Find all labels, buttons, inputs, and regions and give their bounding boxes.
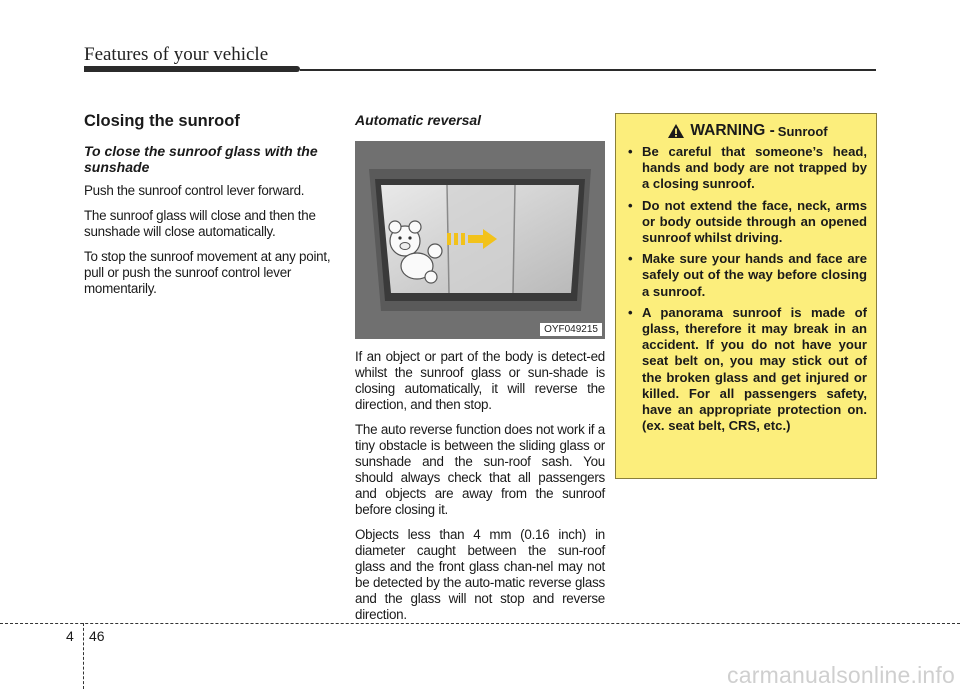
paragraph-tiny-obstacle: The auto reverse function does not work if a tiny obstacle is between the sliding glass or sunshade and the sun-roof sash. You should always check that all passengers and objects are away from the sunroof before closing it. (355, 422, 605, 517)
warning-triangle-icon (667, 123, 685, 139)
paragraph-detect-reverse: If an object or part of the body is detect-ed whilst the sunroof glass or sun-shade is closing automatically, it will reverse the direction, and then stop. (355, 349, 605, 412)
warning-topic: Sunroof (777, 123, 828, 139)
footer-divider (83, 623, 84, 689)
automatic-reversal-heading: Automatic reversal (355, 112, 482, 128)
watermark: carmanualsonline.info (727, 662, 955, 688)
left-column (84, 112, 334, 306)
sub-heading: To close the sunroof glass with the sunshade (84, 143, 318, 175)
page-number: 46 (89, 628, 105, 644)
paragraph-glass-close: The sunroof glass will close and then the sunshade will close automatically. (84, 208, 316, 239)
chapter-number: 4 (66, 628, 74, 644)
page-header-title: Features of your vehicle (84, 44, 269, 65)
warning-item: • Be careful that someone’s head, hands and body are not trapped by a closing sunroof. (628, 144, 867, 193)
warning-item: • A panorama sunroof is made of glass, therefore it may break in an accident. If you do not have your seat belt on, you may stick out of the broken glass and get injured or killed. For all passengers safety, have an appropriate protection on. (ex. seat belt, CRS, etc.) (628, 305, 867, 435)
warning-item: • Make sure your hands and face are safely out of the way before closing a sunroof. (628, 251, 867, 300)
section-heading: Closing the sunroof (84, 112, 240, 130)
warning-title: WARNING - (690, 122, 775, 139)
header-rule-thin (300, 69, 876, 71)
warning-item: • Do not extend the face, neck, arms or body outside through an opened sunroof whilst driving. (628, 198, 867, 247)
sunroof-drawing (355, 141, 605, 339)
warning-box (615, 113, 877, 479)
figure-code: OYF049215 (540, 323, 602, 336)
paragraph-stop-movement: To stop the sunroof movement at any point, pull or push the sunroof control lever momentarily. (84, 249, 331, 296)
footer-rule (0, 623, 960, 624)
warning-list (628, 144, 867, 434)
sunroof-illustration (355, 141, 605, 339)
paragraph-small-objects: Objects less than 4 mm (0.16 inch) in diameter caught between the sun-roof glass and the front glass chan-nel may not be detected by the auto-matic reverse glass and the glass will not stop and reverse direction. (355, 527, 605, 622)
paragraph-push-lever: Push the sunroof control lever forward. (84, 183, 305, 198)
warning-header (628, 122, 867, 140)
header-rule-thick (84, 66, 300, 72)
middle-column (355, 112, 605, 632)
